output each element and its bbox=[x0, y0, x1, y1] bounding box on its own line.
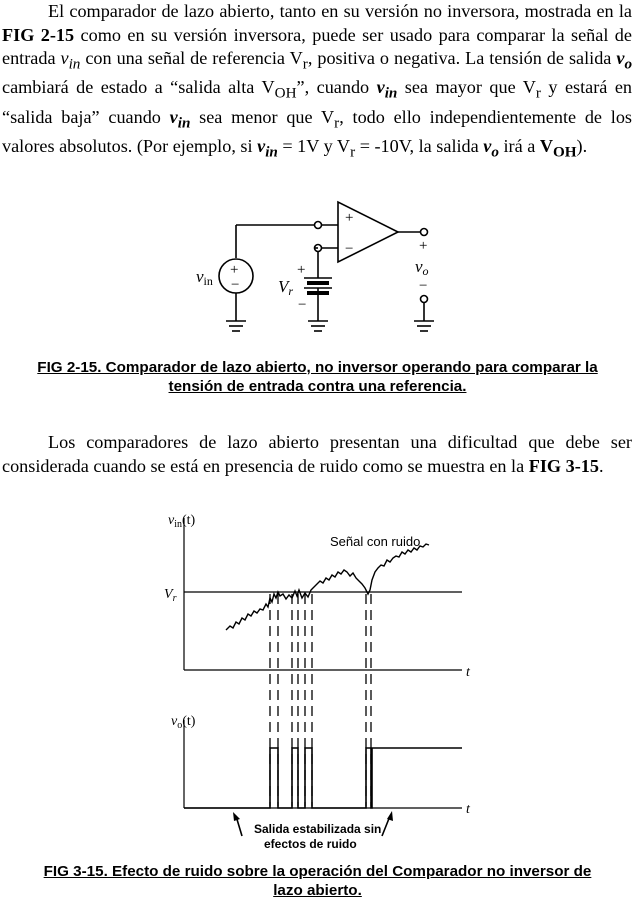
svg-text:−: − bbox=[419, 278, 428, 294]
noisy-signal-curve bbox=[226, 544, 429, 630]
annotation-line-2: efectos de ruido bbox=[264, 837, 357, 850]
vin-t-label: $v_{in}(t)$ bbox=[168, 513, 196, 530]
svg-text:+: + bbox=[297, 262, 306, 278]
svg-text:+: + bbox=[419, 238, 428, 254]
svg-text:−: − bbox=[345, 241, 354, 257]
svg-text:+: + bbox=[345, 210, 354, 226]
vo-t-label: $v_o(t)$ bbox=[171, 714, 196, 731]
noisy-signal-label: Señal con ruido bbox=[330, 534, 421, 549]
vr-label: Vr bbox=[278, 277, 294, 298]
ground-symbols bbox=[226, 321, 434, 331]
output-terminal-bottom bbox=[421, 296, 428, 303]
vin-label: vin bbox=[196, 267, 213, 288]
output-pulse-train bbox=[184, 748, 462, 808]
svg-text:−: − bbox=[231, 277, 240, 293]
fig-ref: FIG 3-15 bbox=[528, 455, 599, 476]
fig-ref: FIG 2-15 bbox=[2, 24, 75, 45]
noninverting-terminal bbox=[315, 222, 322, 229]
vo-label: vo bbox=[415, 257, 429, 278]
paragraph-intro: El comparador de lazo abierto, tanto en su versión no inversora, mostrada en la FIG 2-15 como en su versión inversora, puede ser usado para comparar la señal de entrada $v_{in}$ con una señal de referencia $V_r$, positiva o negativa. La tensión de salida $v_o$ cambiará de estado a “salida alta $V_{OH}$”, cuando $v_{in}$ sea mayor que $V_r$ y estará en “salida baja” cuando $v_{in}$ sea menor que $V_r$, todo ello independientemente de los valores absolutos. (Por ejemplo, si $v_{in} = 1V$ y $V_r = -10V$, la salida $v_o$ irá a $V_{OH}$). bbox=[2, 1, 633, 161]
paragraph-noise: Los comparadores de lazo abierto presentan una dificultad que debe ser considerada cuando se está en presencia de ruido como se muestra en la FIG 3-15. bbox=[2, 432, 632, 476]
upper-t-label: t bbox=[466, 665, 470, 680]
annotation-line-1: Salida estabilizada sin bbox=[254, 822, 382, 836]
noise-effect-waveform bbox=[0, 510, 635, 850]
output-terminal-top bbox=[421, 229, 428, 236]
figure-caption: FIG 2-15. Comparador de lazo abierto, no inversor operando para comparar la tensión de entrada contra una referencia. bbox=[37, 359, 598, 395]
svg-text:+: + bbox=[230, 262, 239, 278]
vr-axis-label: $V_r$ bbox=[164, 587, 177, 604]
comparator-circuit-diagram bbox=[0, 188, 635, 348]
lower-t-label: t bbox=[466, 802, 470, 817]
figure-caption: FIG 3-15. Efecto de ruido sobre la operación del Comparador no inversor de lazo abierto. bbox=[43, 863, 592, 899]
svg-text:−: − bbox=[298, 297, 307, 313]
transition-dashed-lines bbox=[270, 594, 371, 806]
